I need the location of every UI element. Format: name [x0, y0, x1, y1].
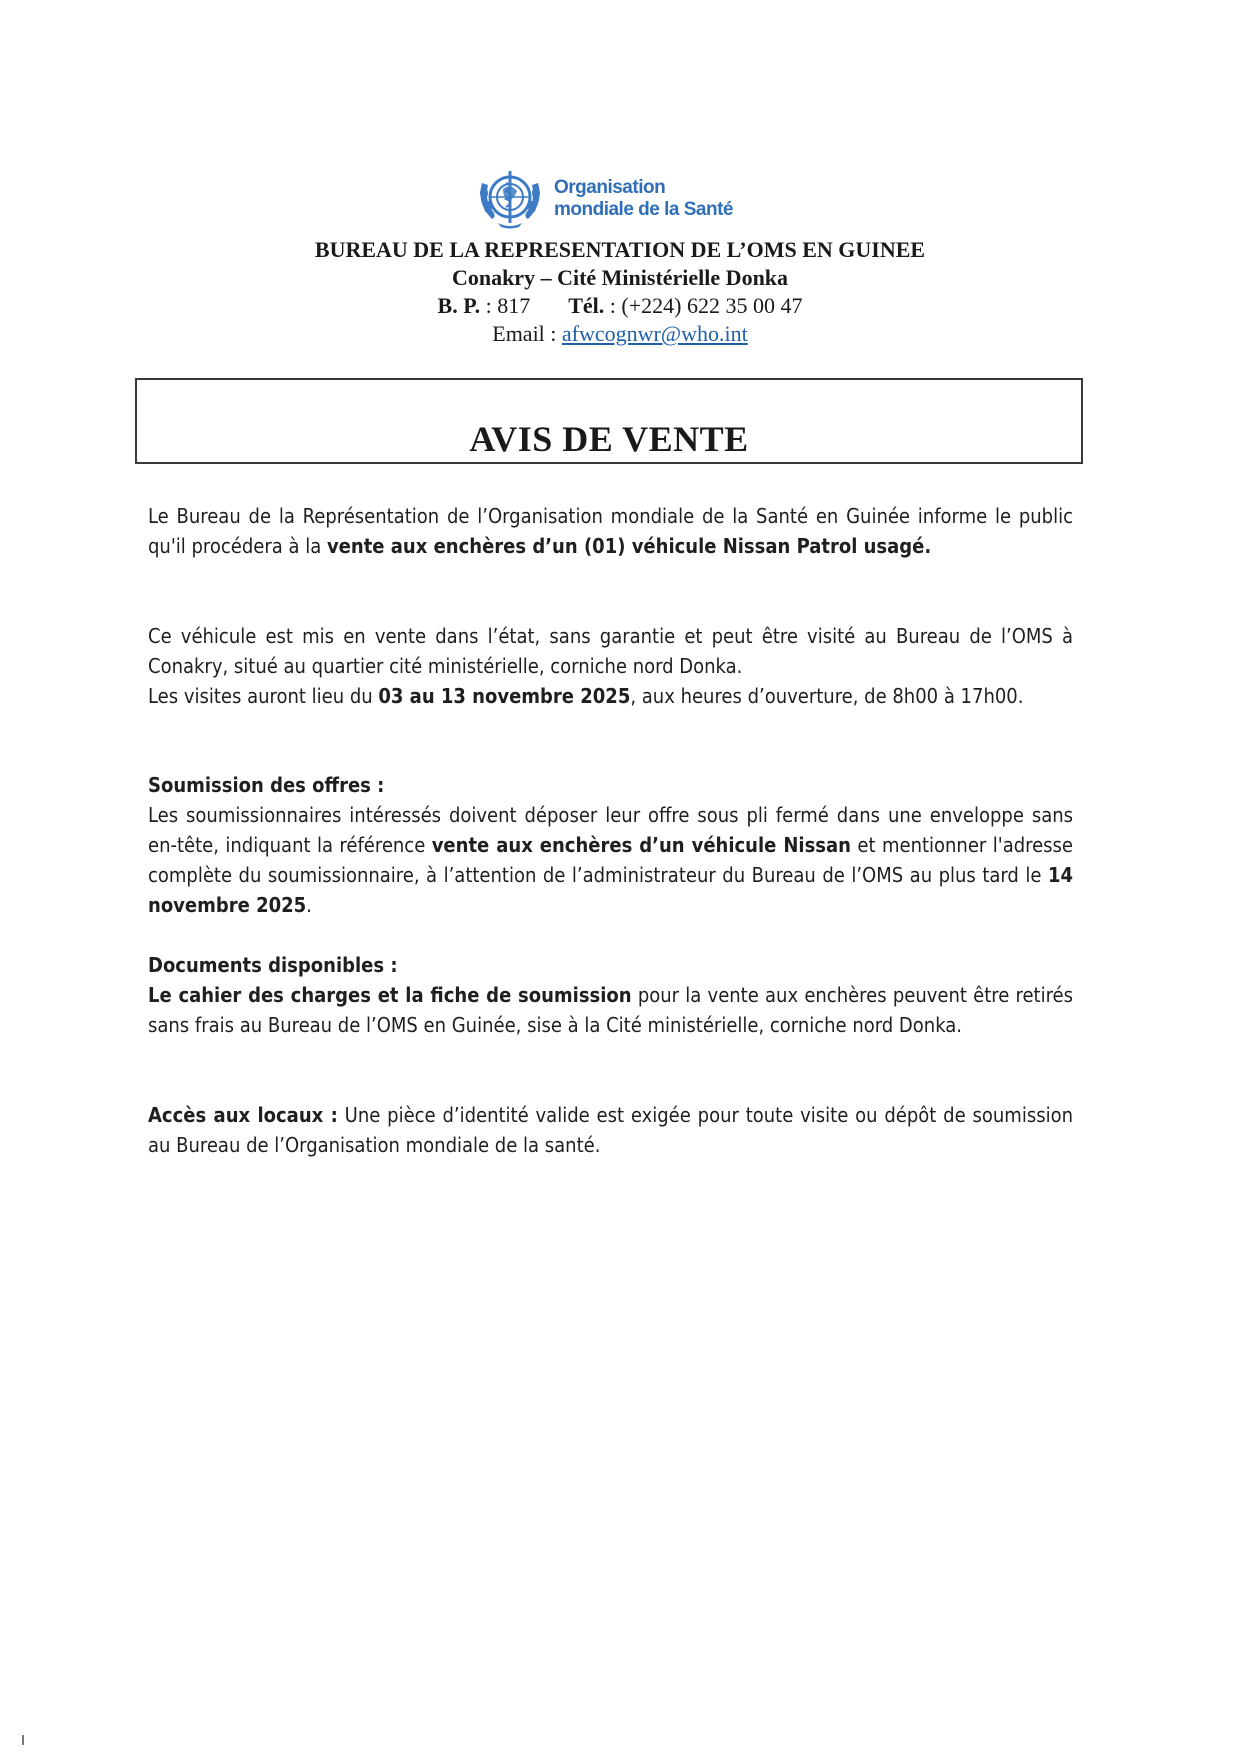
visit-line1: Ce véhicule est mis en vente dans l’état, sans garantie et peut être visité au Bureau de l’OMS à Conakry, situé au quartier cité ministérielle, corniche nord Donka.	[148, 624, 1073, 678]
documents-text: pour la vente aux enchères peuvent être retirés sans frais au Bureau de l’OMS en Guinée, sise à la Cité ministérielle, corniche nord Donka.	[148, 983, 1073, 1037]
title-box	[135, 378, 1083, 464]
access-text: Une pièce d’identité valide est exigée pour toute visite ou dépôt de soumission au Bureau de l’Organisation mondiale de la santé.	[148, 1103, 1073, 1157]
documents-section	[148, 950, 1073, 1040]
intro-text: Le Bureau de la Représentation de l’Organisation mondiale de la Santé en Guinée informe le public qu'il procédera à la	[148, 504, 1073, 558]
bureau-heading: BUREAU DE LA REPRESENTATION DE L’OMS EN GUINEE	[314, 237, 926, 262]
scan-artifact	[22, 1735, 24, 1745]
submission-post: .	[306, 893, 312, 917]
submission-deadline: 14 novembre 2025	[148, 863, 1073, 917]
email-link[interactable]: afwcognwr@who.int	[561, 321, 748, 346]
bp-label: B. P.	[437, 293, 481, 318]
org-name-line2: mondiale de la Santé	[554, 199, 733, 220]
who-logo-text	[554, 177, 733, 221]
tel-value: : (+224) 622 35 00 47	[604, 293, 803, 318]
email-line	[0, 321, 1240, 347]
bp-value: : 817	[480, 293, 531, 318]
submission-pre: Les soumissionnaires intéressés doivent déposer leur offre sous pli fermé dans une enveloppe sans en-tête, indiquant la référence	[148, 803, 1073, 857]
submission-section	[148, 770, 1073, 920]
documents-heading: Documents disponibles :	[148, 953, 398, 977]
submission-reference: vente aux enchères d’un véhicule Nissan	[431, 833, 851, 857]
access-heading: Accès aux locaux :	[148, 1103, 338, 1127]
notice-title: AVIS DE VENTE	[469, 419, 749, 459]
visit-line2-post: , aux heures d’ouverture, de 8h00 à 17h00.	[630, 684, 1024, 708]
access-section	[148, 1100, 1073, 1160]
office-address: Conakry – Cité Ministérielle Donka	[451, 265, 789, 290]
tel-label: Tél.	[568, 293, 605, 318]
documents-bold: Le cahier des charges et la fiche de soumission	[148, 983, 632, 1007]
contact-line	[0, 293, 1240, 319]
visit-paragraph	[148, 621, 1073, 711]
intro-bold: vente aux enchères d’un (01) véhicule Nissan Patrol usagé.	[326, 534, 932, 558]
who-logo	[470, 163, 733, 235]
email-label: Email :	[492, 321, 562, 346]
submission-heading: Soumission des offres :	[148, 773, 385, 797]
submission-mid: et mentionner l'adresse complète du soumissionnaire, à l’attention de l’administrateur du Bureau de l’OMS au plus tard le	[148, 833, 1073, 887]
intro-paragraph	[148, 501, 1073, 561]
who-emblem-icon	[470, 163, 550, 235]
visit-dates: 03 au 13 novembre 2025	[378, 684, 631, 708]
visit-line2-pre: Les visites auront lieu du	[148, 684, 379, 708]
org-name-line1: Organisation	[554, 177, 666, 198]
